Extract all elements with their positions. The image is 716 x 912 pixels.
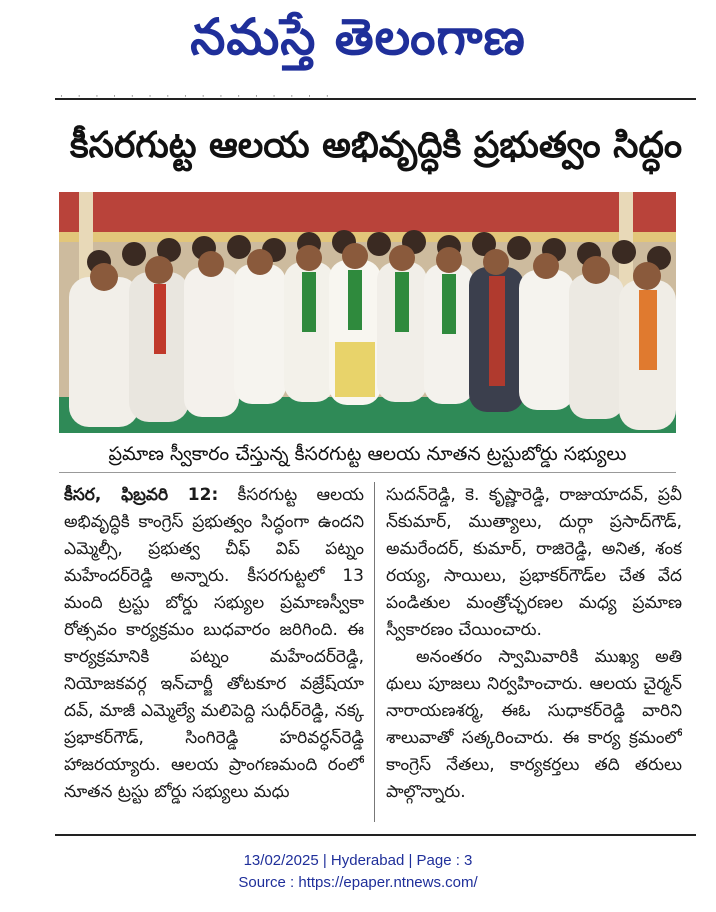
article-photo bbox=[59, 192, 676, 433]
dateline: కీసర, ఫిబ్రవరి 12: bbox=[64, 485, 219, 505]
edition-info: 13/02/2025 | Hyderabad | Page : 3 bbox=[243, 852, 473, 869]
cropped-text-fragment: · · · · · · · · · · · · · · · · bbox=[60, 92, 335, 102]
column-divider bbox=[374, 482, 375, 822]
article-paragraph: సుదన్‌రెడ్డి, కె. కృష్ణారెడ్డి, రాజుయాదవ్, ప్రవీ న్‌కుమార్, ముత్యాలు, దుర్గా ప్రసాద్‌గౌడ్, అమరేందర్, కుమార్, రాజిరెడ్డి, అనిత, శంక రయ్య, సాయిలు, ప్రభాకర్‌గౌడ్‌ల చేత వేద పండితుల మంత్రోచ్ఛరణల మధ్య ప్రమాణ స్వీకారణం చేయించారు. bbox=[386, 485, 682, 640]
article-text: కీసరగుట్ట ఆలయ అభివృద్ధికి కాంగ్రెస్ ప్రభుత్వం సిద్ధంగా ఉందని ఎమ్మెల్సీ, ప్రభుత్వ చీఫ్ విప్ పట్నం మహేందర్‌రెడ్డి అన్నారు. కీసరగుట్టలో 13 మంది ట్రస్టు బోర్డు సభ్యుల ప్రమాణస్వీకా రోత్సవం కార్యక్రమం బుధవారం జరిగింది. ఈ కార్యక్రమానికి పట్నం మహేందర్‌రెడ్డి, నియోజకవర్గ ఇన్‌చార్జీ తోటకూర వజ్రేష్‌యా దవ్, మాజీ ఎమ్మెల్యే మలిపెద్ది సుధీర్‌రెడ్డి, నక్క ప్రభాకర్‌గౌడ్, సింగిరెడ్డి హరివర్ధన్‌రెడ్డి హాజరయ్యారు. ఆలయ ప్రాంగణమంది రంలో నూతన ట్రస్టు బోర్డు సభ్యులు మధు bbox=[64, 485, 364, 802]
article-column-left bbox=[64, 482, 364, 822]
source-link[interactable]: Source : https://epaper.ntnews.com/ bbox=[238, 874, 478, 891]
article-paragraph bbox=[64, 482, 364, 806]
article-headline: కీసరగుట్ట ఆలయ అభివృద్ధికి ప్రభుత్వం సిద్ధం bbox=[69, 125, 683, 166]
article-paragraph: అనంతరం స్వామివారికి ముఖ్య అతి థులు పూజలు నిర్వహించారు. ఆలయ చైర్మన్ నారాయణశర్మ, ఈఓ సుధాకర్‌రెడ్డి వారిని శాలువాతో సత్కరించారు. ఈ కార్య క్రమంలో కాంగ్రెస్ నేతలు, కార్యకర్తలు తది తరులు పాల్గొన్నారు. bbox=[386, 647, 682, 802]
masthead-logo: నమస్తే తెలంగాణ bbox=[190, 8, 526, 66]
photo-caption: ప్రమాణ స్వీకారం చేస్తున్న కీసరగుట్ట ఆలయ నూతన ట్రస్టుబోర్డు సభ్యులు bbox=[59, 436, 676, 473]
article-column-right bbox=[386, 482, 682, 822]
